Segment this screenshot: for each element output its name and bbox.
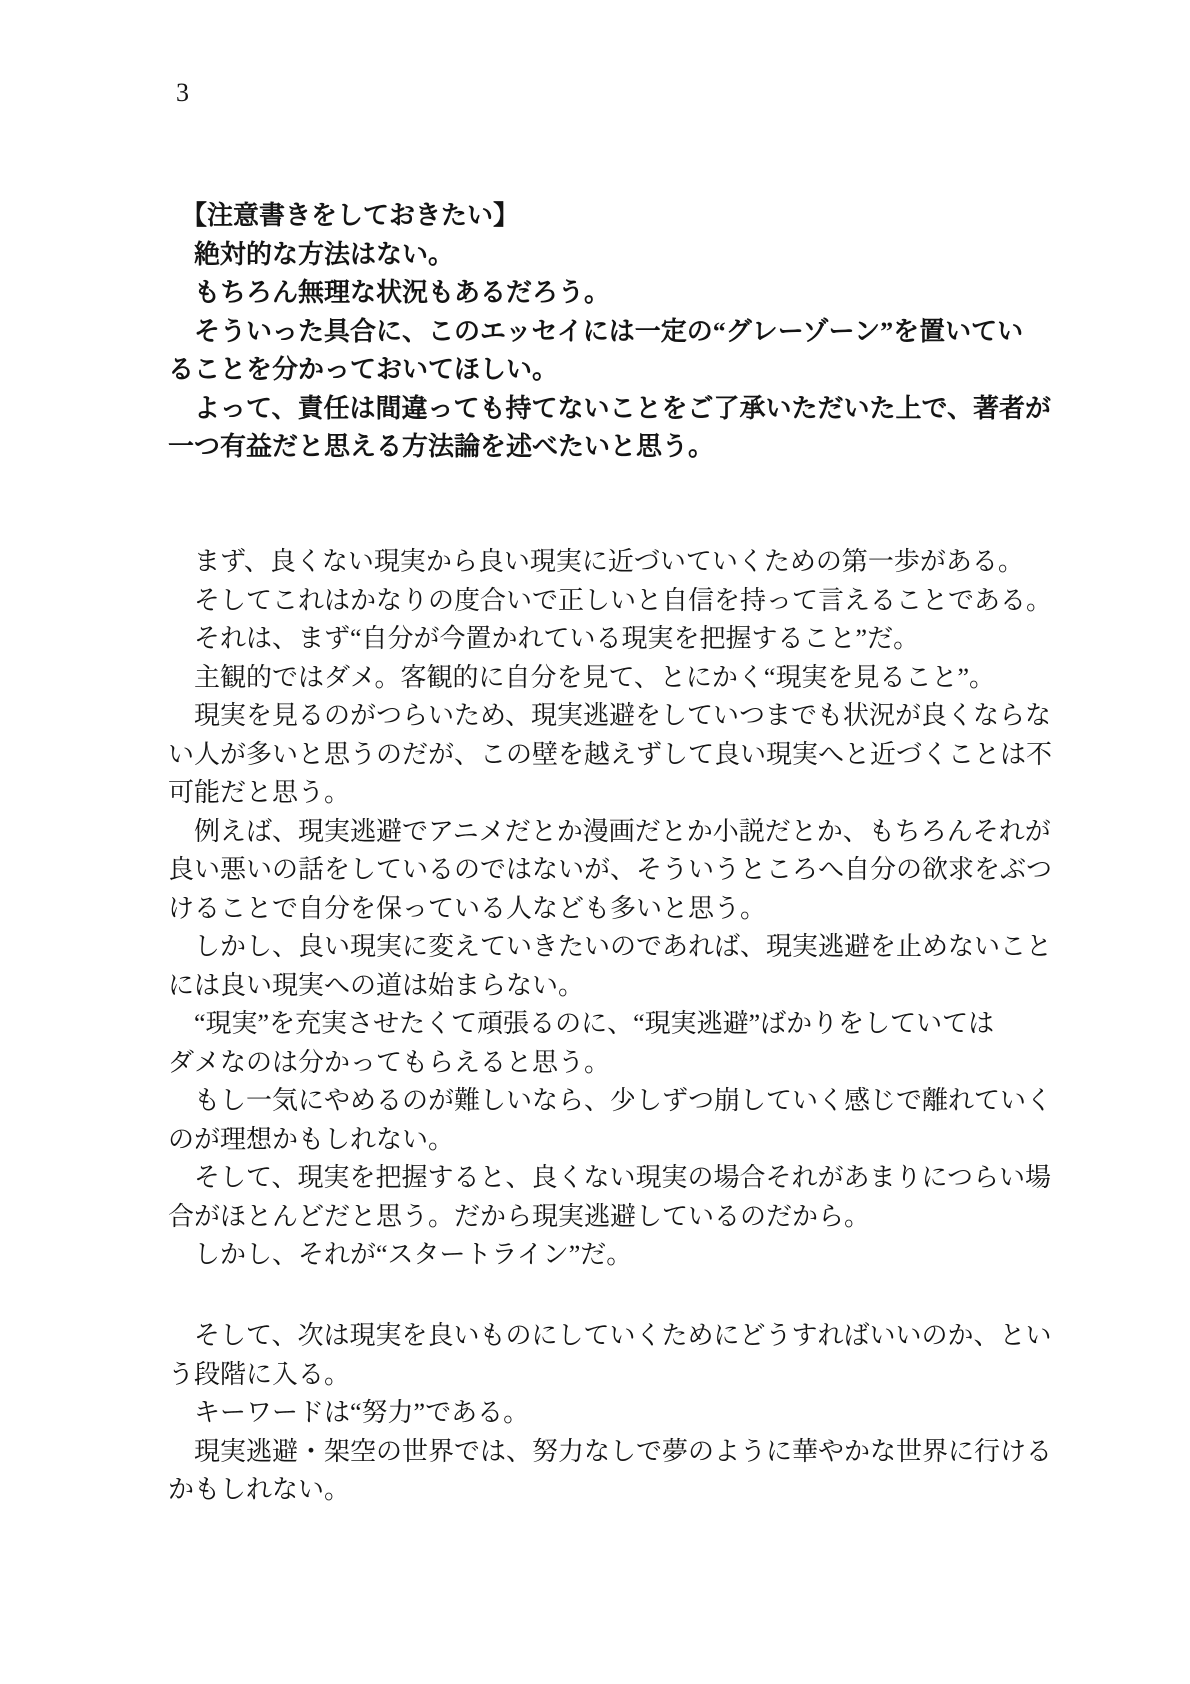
notice-line: そういった具合に、このエッセイには一定の“グレーゾーン”を置いてい	[168, 316, 1024, 346]
notice-line: もちろん無理な状況もあるだろう。	[168, 278, 611, 307]
body-line: そして、現実を把握すると、良くない現実の場合それがあまりにつらい場	[168, 1163, 1051, 1192]
body-line: 現実を見るのがつらいため、現実逃避をしていつまでも状況が良くならな	[168, 701, 1051, 730]
body-line: かもしれない。	[168, 1475, 351, 1504]
body-line: “現実”を充実させたくて頑張るのに、“現実逃避”ばかりをしていては	[168, 1009, 995, 1038]
notice-line: 絶対的な方法はない。	[168, 239, 455, 269]
body-line: 合がほとんどだと思う。だから現実逃避しているのだから。	[168, 1201, 871, 1231]
body-line: い人が多いと思うのだが、この壁を越えずして良い現実へと近づくことは不	[168, 739, 1053, 769]
notice-line: よって、責任は間違っても持てないことをご了承いただいた上で、著者が	[168, 393, 1051, 423]
body-line: そして、次は現実を良いものにしていくためにどうすればいいのか、とい	[168, 1321, 1052, 1350]
body-line: キーワードは“努力”である。	[168, 1398, 530, 1427]
body-line: 主観的ではダメ。客観的に自分を見て、とにかく“現実を見ること”。	[168, 662, 996, 692]
body-line: それは、まず“自分が今置かれている現実を把握すること”だ。	[168, 624, 920, 653]
body-line: には良い現実への道は始まらない。	[168, 970, 585, 1000]
body-line: そしてこれはかなりの度合いで正しいと自信を持って言えることである。	[168, 585, 1053, 615]
body-line: しかし、それが“スタートライン”だ。	[168, 1240, 633, 1269]
notice-block	[168, 197, 1108, 467]
body-line: もし一気にやめるのが難しいなら、少しずつ崩していく感じで離れていく	[168, 1086, 1053, 1115]
notice-line: 【注意書きをしておきたい】	[168, 201, 520, 230]
body-section-2	[168, 1317, 1108, 1510]
body-line: けることで自分を保っている人なども多いと思う。	[168, 893, 767, 923]
body-line: 良い悪いの話をしているのではないが、そういうところへ自分の欲求をぶつ	[168, 855, 1053, 884]
page-number: 3	[176, 78, 189, 107]
body-line: しかし、良い現実に変えていきたいのであれば、現実逃避を止めないこと	[168, 932, 1053, 961]
body-line: 可能だと思う。	[168, 778, 351, 807]
body-line: ダメなのは分かってもらえると思う。	[168, 1047, 611, 1077]
body-line: う段階に入る。	[168, 1359, 351, 1389]
notice-line: 一つ有益だと思える方法論を述べたいと思う。	[168, 432, 715, 461]
notice-line: ることを分かっておいてほしい。	[168, 355, 559, 384]
body-line: のが理想かもしれない。	[168, 1124, 455, 1154]
body-line: 例えば、現実逃避でアニメだとか漫画だとか小説だとか、もちろんそれが	[168, 816, 1051, 846]
body-line: 現実逃避・架空の世界では、努力なしで夢のように華やかな世界に行ける	[168, 1436, 1053, 1466]
body-line: まず、良くない現実から良い現実に近づいていくための第一歩がある。	[168, 547, 1024, 576]
body-section-1	[168, 543, 1108, 1275]
